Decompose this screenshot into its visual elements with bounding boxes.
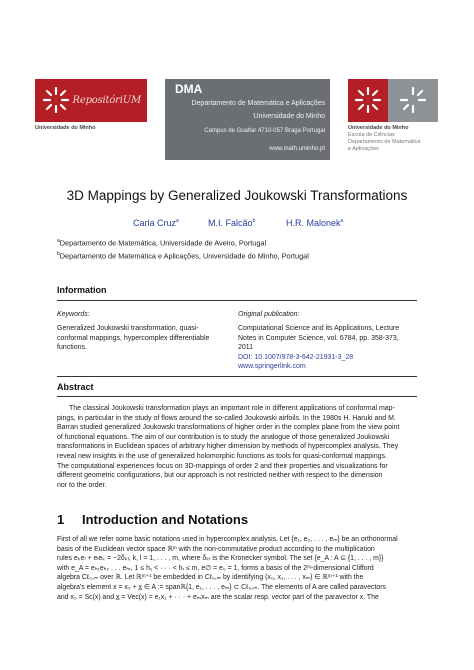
section-1-line-4: with e_A = eₕ₁eₕ₂ . . . eₕᵣ, 1 ≤ h₁ < · · · < hᵣ ≤ m, e∅ = e₀ = 1, forms a basis of the 2ᵐ-dimensional Clifford	[57, 564, 374, 572]
doi-link[interactable]: DOI: 10.1007/978-3-642-21931-3_28	[238, 353, 354, 361]
school-star-icon	[398, 85, 428, 115]
keywords-label: Keywords:	[57, 311, 90, 318]
repositorium-logo	[35, 79, 147, 122]
section-1-line-5: algebra Cℓ₀,ₘ over ℝ. Let ℝᵐ⁺¹ be embedded in Cℓ₀,ₘ by identifying (x₀, x₁, . . . , xₘ) ∈ ℝᵐ⁺¹ with the	[57, 574, 364, 582]
author-3	[286, 218, 343, 228]
information-bottom-rule	[57, 376, 417, 377]
abstract-line-1: The classical Joukowski transformation plays an important role in different applications of conformal map-	[69, 405, 395, 412]
abstract-line-6: reveal new insights in the use of generalized holomorphic functions as tools for quasi-conformal mappings.	[57, 452, 387, 460]
dma-address: Campus de Gualtar 4710-057 Braga Portugal	[204, 128, 325, 134]
uni-right-line-4: e Aplicações	[348, 146, 379, 152]
author-1	[133, 218, 179, 228]
keywords-line-2: conformal mappings, hypercomplex differentiable	[57, 334, 210, 342]
university-right-label	[348, 125, 420, 153]
university-left-label: Universidade do Minho	[35, 125, 96, 131]
author-1-mark: a	[176, 218, 179, 224]
abstract-body	[57, 404, 419, 490]
section-1-line-2: basis of the Euclidean vector space ℝᵐ with the non-commutative product according to the multiplication	[57, 545, 375, 553]
author-1-name: Carla Cruz	[133, 218, 177, 228]
dma-university: Universidade do Minho	[253, 113, 325, 120]
publication-line-1: Computational Science and its Applications, Lecture	[238, 325, 400, 332]
abstract-line-8: different geometric configurations, but our approach is not restricted neither with respect to the dimension	[57, 472, 383, 480]
abstract-line-4: of functional equations. The aim of our contribution is to study the analogue of those generalized Joukowski	[57, 433, 390, 441]
publication-line-2: Notes in Computer Science, vol. 6784, pp. 358-373,	[238, 334, 399, 342]
uni-right-line-3: Departamento de Matemática	[348, 139, 421, 145]
author-2	[208, 218, 255, 228]
abstract-heading: Abstract	[57, 382, 94, 392]
abstract-line-7: The computational experiences focus on 3D-mappings of order 2 and their properties and visualizations for	[57, 462, 388, 470]
dma-department: Departamento de Matemática e Aplicações	[191, 100, 325, 107]
uni-right-line-2: Escola de Ciências	[348, 132, 395, 138]
science-school-logo	[388, 79, 438, 122]
section-1-line-3: rules eₖeₗ + eₗeₖ = −2δₖₗ, k, l = 1, . . . , m, where δₖₗ is the Kronecker symbol. The set {e_A : A ⊆ {1, . . . , m}}	[57, 555, 384, 563]
keywords-line-3: functions.	[57, 344, 87, 352]
section-1-body	[57, 535, 419, 602]
publication-text	[238, 324, 423, 372]
publication-line-3: 2011	[238, 344, 254, 352]
dma-website[interactable]: www.math.uminho.pt	[269, 146, 325, 152]
section-1-line-7: and x₀ = Sc(x) and x̲ = Vec(x) = e₁x₁ + · · · + eₘxₘ are the scalar resp. vector part of the paravector x. The	[57, 593, 379, 601]
affiliation-b	[57, 251, 309, 260]
affiliation-b-mark: b	[57, 251, 60, 257]
dma-title: DMA	[175, 82, 203, 96]
repositorium-wordmark: RepositóriUM	[72, 95, 141, 106]
springerlink-link[interactable]: www.springerlink.com	[238, 363, 306, 371]
section-1-number: 1	[57, 512, 65, 527]
paper-title: 3D Mappings by Generalized Joukowski Transformations	[66, 188, 408, 203]
author-3-mark: a	[340, 218, 344, 224]
section-1-title: Introduction and Notations	[82, 512, 249, 527]
author-3-name: H.R. Malonek	[286, 218, 341, 228]
abstract-line-2: pings, in particular in the study of flows around the so-called Joukowski airfoils. In the 1980s H. Haruki and M.	[57, 414, 396, 422]
information-rule	[57, 300, 417, 301]
uni-right-line-1: Universidade do Minho	[348, 125, 409, 131]
affiliation-a-text: Departamento de Matemática, Universidade de Aveiro, Portugal	[59, 238, 267, 248]
keywords-line-1: Generalized Joukowski transformation, quasi-	[57, 325, 199, 332]
uminho-star-icon	[41, 85, 71, 115]
section-1-line-1: First of all we refer some basic notations used in hypercomplex analysis. Let {e₁, e₂, . . . , eₘ} be an orthonormal	[57, 536, 398, 543]
section-1-line-6: algebra's element x = x₀ + x̲ ∈ A := spanℝ{1, e₁, . . . , eₘ} ⊂ Cℓ₀,ₘ. The elements of A are called paravectors	[57, 583, 386, 591]
abstract-line-9: nor to the order.	[57, 481, 107, 489]
affiliation-a-mark: a	[57, 238, 60, 244]
keywords-text	[57, 324, 227, 353]
section-1-heading	[57, 512, 248, 527]
abstract-rule	[57, 396, 417, 397]
affiliation-b-text: Departamento de Matemática e Aplicações, Universidade do Minho, Portugal	[59, 251, 309, 261]
uminho-star-icon-right	[353, 85, 383, 115]
affiliation-a	[57, 238, 266, 247]
information-heading: Information	[57, 285, 107, 295]
author-2-name: M.I. Falcão	[208, 218, 253, 228]
author-2-mark: b	[252, 218, 256, 224]
uminho-logo-right	[348, 79, 388, 122]
publication-label: Original publication:	[238, 311, 300, 318]
abstract-line-5: transformations in Euclidean spaces of arbitrary higher dimension by methods of hypercomplex analysis. They	[57, 443, 399, 451]
abstract-line-3: Barran studied generalized Joukowski transformations of higher order in the complex plane from the view point	[57, 424, 400, 432]
